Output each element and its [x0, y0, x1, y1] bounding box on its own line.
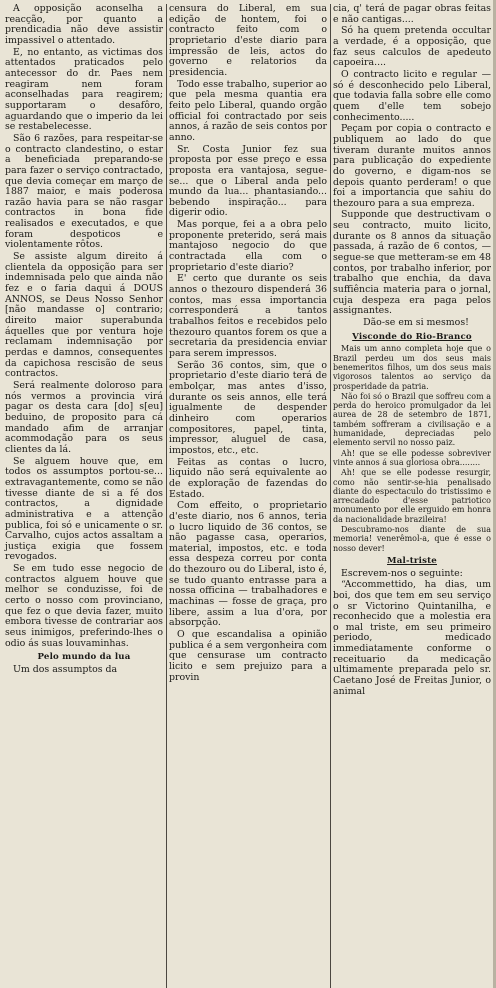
column-1 — [5, 4, 163, 988]
paragraph: Supponde que destructivam o seu contracto, muito licito, durante os 8 annos da situação passada, á razão de 6 contos, — segue-se que metteram-se em 48 contos, por trabalho inferior, por trabalho que enchia, da dava suffiência materia para o jornal, cuja despeza era paga pelos assignantes. — [333, 209, 491, 317]
paragraph: Se assiste algum direito á clientela da opposição para ser indemnisada pelo que ainda não fez e o faria daqui á DOUS ANNOS, se Deus Nosso Senhor [não mandasse o] contrario; direito maior superabunda áquelles que por ventura hoje reclamam indemnisação por perdas e damnos, consequentes da capichosa rescisão de seus contractos. — [5, 251, 163, 380]
paragraph: “Accommettido, ha dias, um boi, dos que tem em seu serviço o sr Victorino Quintanilha, e reconhecido que a molestia era o mal triste, em seu primeiro periodo, medicado immediatamente conforme o receituario da medicação ultimamente preparada pelo sr. Caetano José de Freitas Junior, o animal — [333, 579, 491, 697]
paragraph: Com effeito, o proprietario d'este diario, nos 6 annos, teria o lucro liquido de 36 contos, se não pagasse casa, operarios, material, impostos, etc. e toda essa despeza correu por conta do thezouro ou do Liberal, isto é, se tudo quanto entrasse para a nossa officina — trabalhadores e machinas — fosse de graça, pro libere, assim a lua d'ora, por absorpção. — [169, 500, 327, 629]
paragraph: A opposição aconselha a reacção, por quanto a prendicadia não deve assistir impassivel o attentado. — [5, 3, 163, 46]
paragraph: E, no entanto, as victimas dos attentados praticados pelo antecessor do dr. Paes nem reagiram nem foram aconselhadas para reagirem; supportaram o desafôro, aguardando que o imperio da lei se restabelecesse. — [5, 46, 163, 133]
paragraph: Ah! que se elle podesse sobreviver vinte annos á sua gloriosa obra........ — [333, 448, 491, 467]
paragraph: Sr. Costa Junior fez sua proposta por esse preço e essa proposta era vantajosa, segue-se... que o Liberal anda pelo mundo da lua... phantasiando... bebendo inspiração... para digerir odio. — [169, 143, 327, 219]
paragraph: Serão 36 contos, sim, que o proprietario d'este diario terá de embolçar, mas antes d'isso, durante os seis annos, elle terá igualmente de despender dinheiro com operarios compositores, papel, tinta, impressor, aluguel de casa, impostos, etc., etc. — [169, 359, 327, 456]
paragraph: Ah! que se elle podesse resurgir, como não sentir-se-hia penalisado diante do espectaculo do tristissimo e arrecadado d'esse patriotico monumento por elle erguido em honra da nacionalidade brazileira! — [333, 468, 491, 524]
section-title — [333, 332, 491, 343]
paragraph: Um dos assumptos da — [13, 664, 118, 676]
paragraph: Mas porque, fei a a obra pelo proponente preterido, será mais mantajoso negocio do que contractada ella com o proprietario d'este diario? — [169, 219, 327, 273]
paragraph: Só ha quem pretenda occultar a verdade, é a opposição, que faz seus calculos de apedeuto capoeira.... — [333, 25, 491, 69]
paragraph: cia, q' terá de pagar obras feitas e não cantigas.... — [333, 3, 491, 25]
paragraph: Mais um anno completa hoje que o Brazil perdeu um dos seus mais benemeritos filhos, um dos seus mais vigorosos talentos ao serviço da prosperidade da patria. — [333, 344, 491, 391]
paragraph: Escrevem-nos o seguinte: — [341, 567, 463, 579]
column-3 — [333, 4, 491, 988]
paragraph: censura do Liberal, em sua edição de hontem, foi o contracto feito com o proprietario d'este diario para impressão de leis, actos do governo e relatorios da presidencia. — [169, 3, 327, 78]
paragraph: E' certo que durante os seis annos o thezouro dispenderá 36 contos, mas essa importancia corresponderá a tantos trabalhos feitos e recebidos pelo thezouro quantos forem os que a secretaria da presidencia enviar para serem impressos. — [169, 273, 327, 359]
paragraph: O que escandalisa a opinião publica é a sem vergonheira com que censurase um contracto licito e sem prejuizo para a provin — [169, 629, 327, 683]
section-title — [333, 556, 491, 567]
section-title: Pelo mundo da lua — [37, 652, 131, 663]
paragraph: Dão-se em si mesmos! — [363, 317, 469, 329]
paragraph: O contracto licito e regular — só é desconhecido pelo Liberal, que todavia falla sobre elle como quem d'elle tem sobejo conhecimento..... — [333, 68, 491, 123]
column-divider — [166, 4, 167, 988]
column-divider — [330, 4, 331, 988]
column-2 — [169, 4, 327, 988]
section-title-text: Mal-triste — [387, 555, 437, 566]
obituary-section — [333, 344, 491, 553]
paragraph: Todo esse trabalho, superior ao que pela mesma quantia era feito pelo Liberal, quando orgão official foi contractado por seis annos, á razão de seis contos por anno. — [169, 78, 327, 143]
paragraph: Peçam por copia o contracto e publiquem ao lado do que tiveram durante muitos annos para publicação do expediente do governo, e digam-nos se depois quanto perderam! o que foi a importancia que sahiu do thezouro para a sua empreza. — [333, 123, 491, 209]
paragraph: São 6 razões, para respeitar-se o contracto clandestino, o estar a beneficiada preparando-se para fazer o serviço contractado, que devia começar em março de 1887 maior, e mais poderosa razão havia para se não rasgar contractos in bona fide realisados e executados, e que foram despoticos e violentamente rôtos. — [5, 132, 163, 251]
paragraph: Feitas as contas o lucro, liquido não será equivalente ao de exploração de fazendas do Estado. — [169, 456, 327, 500]
paragraph: Será realmente doloroso para nós vermos a provincia virá pagar os desta cara [do] s[eu] beduino, de proposito para cá mandado afim de arranjar acommodação para os seus clientes da lá. — [5, 379, 163, 455]
section-title-text: Visconde do Rio-Branco — [352, 331, 472, 342]
paragraph: Se em tudo esse negocio de contractos alguem houve que melhor se conduzisse, foi de certo o nosso com provinciano, que fez o que devia fazer, muito embora tivesse de contrariar aos seus inimigos, preferindo-lhes o odio ás suas louvaminhas. — [5, 563, 163, 649]
paragraph: Descubramo-nos diante de sua memoria! venerêmol-a, que é esse o nosso dever! — [333, 524, 491, 553]
paragraph: Não foi só o Brazil que soffreu com a perda do heroico promulgador da lei aurea de 28 de setembro de 1871, também soffreram a civilisação e a humanidade, depreciadas pelo elemento servil no nosso paiz. — [333, 391, 491, 448]
paragraph: Se alguem houve que, em todos os assumptos portou-se... extravagantemente, como se não tivesse diante de si a fé dos contractos, a dignidade administrativa e a attenção publica, foi só e unicamente o sr. Carvalho, cujos actos assaltam a justiça exigia que fossem revogados. — [5, 455, 163, 563]
